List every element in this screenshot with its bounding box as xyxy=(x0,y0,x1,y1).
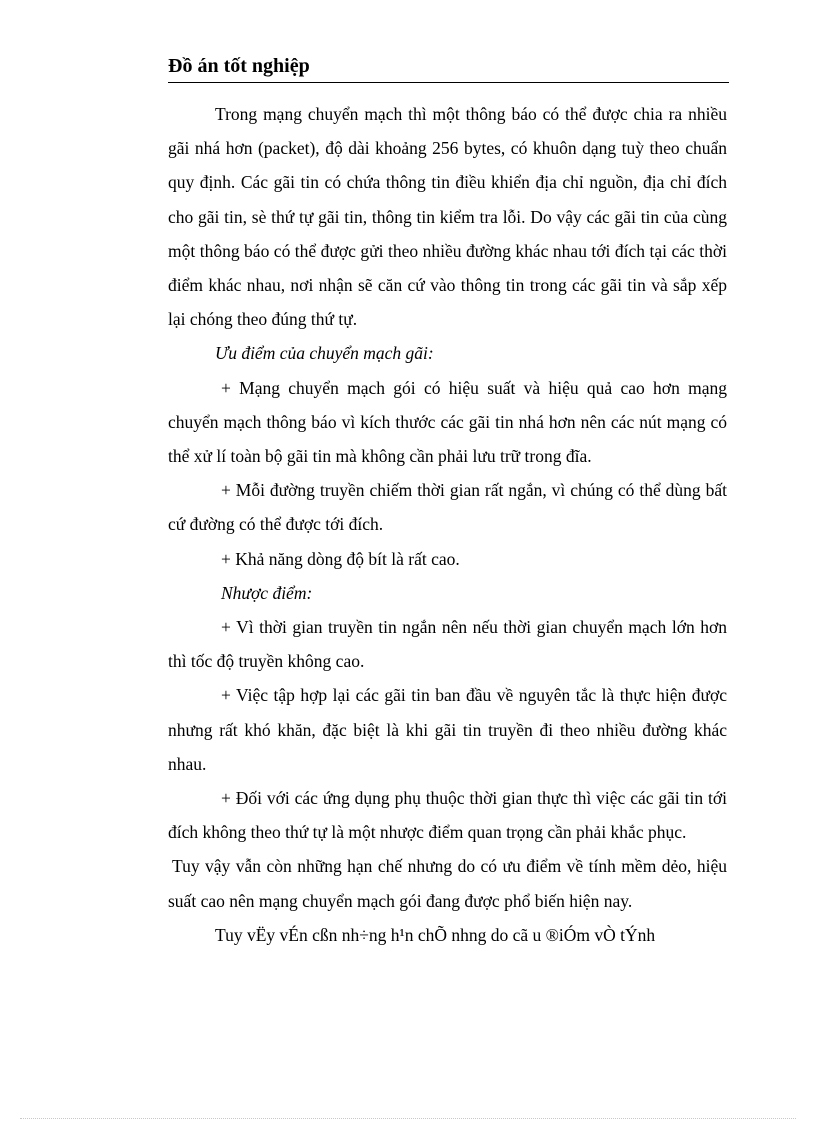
advantages-heading: Ưu điểm của chuyển mạch gãi: xyxy=(215,343,434,364)
page-header xyxy=(168,50,729,83)
body-text xyxy=(168,97,727,952)
advantage-item: + Mỗi đường truyền chiếm thời gian rất ngắn, vì chúng có thể dùng bất cứ đường có thể được tới đích. xyxy=(168,480,727,535)
disadvantage-item: + Việc tập hợp lại các gãi tin ban đầu về nguyên tắc là thực hiện được nhưng rất khó khăn, đặc biệt là khi gãi tin truyền đi theo nhiều đường khác nhau. xyxy=(168,685,727,774)
disadvantage-item: + Đối với các ứng dụng phụ thuộc thời gian thực thì việc các gãi tin tới đích không theo thứ tự là một nhược điểm quan trọng cần phải khắc phục. xyxy=(168,788,727,843)
disadvantages-heading: Nhược điểm: xyxy=(221,582,313,603)
conclusion-paragraph: Tuy vậy vẫn còn những hạn chế nhưng do có ưu điểm về tính mềm dẻo, hiệu suất cao nên mạng chuyển mạch gói đang được phổ biến hiện nay. xyxy=(168,856,727,911)
intro-paragraph: Trong mạng chuyển mạch thì một thông báo có thể được chia ra nhiều gãi nhá hơn (packet), độ dài khoảng 256 bytes, có khuôn dạng tuỳ theo chuẩn quy định. Các gãi tin có chứa thông tin điều khiển địa chỉ nguồn, địa chỉ đích cho gãi tin, sè thứ tự gãi tin, thông tin kiểm tra lỗi. Do vậy các gãi tin của cùng một thông báo có thể được gửi theo nhiều đường khác nhau tới đích tại các thời điểm khác nhau, nơi nhận sẽ căn cứ vào thông tin trong các gãi tin và sắp xếp lại chóng theo đúng thứ tự. xyxy=(168,104,727,330)
disadvantage-item: + Vì thời gian truyền tin ngắn nên nếu thời gian chuyển mạch lớn hơn thì tốc độ truyền không cao. xyxy=(168,617,727,672)
advantage-item: + Mạng chuyển mạch gói có hiệu suất và hiệu quả cao hơn mạng chuyển mạch thông báo vì kích thước các gãi tin nhá hơn nên các nút mạng có thể xử lí toàn bộ gãi tin mà không cần phải lưu trữ trong đĩa. xyxy=(168,377,727,467)
page-bottom-border xyxy=(20,1118,796,1119)
advantage-item: + Khả năng dòng độ bít là rất cao. xyxy=(221,548,460,569)
header-title: Đồ án tốt nghiệp xyxy=(168,55,310,77)
garbled-encoding-line: Tuy vËy vÉn cßn nh÷ng h¹n chÕ nhng do cã u ®iÓm vÒ tÝnh xyxy=(215,924,656,945)
